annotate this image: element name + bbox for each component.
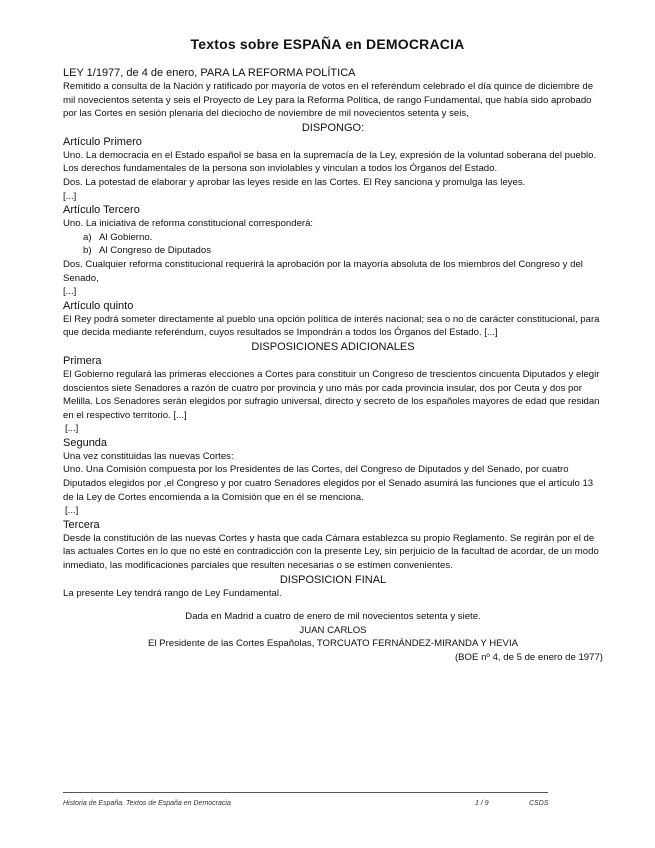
segunda-heading: Segunda — [63, 436, 108, 449]
list-text: Al Gobierno. — [99, 231, 153, 243]
page-title: Textos sobre ESPAÑA en DEMOCRACIA — [190, 36, 465, 52]
article-5-text: El Rey podrá someter directamente al pueblo una opción política de interés nacional; sea o no de carácter constitucional, para que decida mediante referéndum, cuyos resultados se Impondrán a todos los Órganos del Estado. [...] — [63, 313, 600, 339]
disposicion-final-text: La presente Ley tendrá rango de Ley Fundamental. — [63, 587, 282, 599]
footer-code: CSDS — [529, 800, 549, 807]
footer-title: Historia de España. Textos de España en Democracia — [63, 800, 231, 807]
signature-king: JUAN CARLOS — [299, 624, 367, 636]
footer-divider — [63, 792, 548, 793]
law-title: LEY 1/1977, de 4 de enero, PARA LA REFORMA POLÍTICA — [63, 67, 356, 79]
spacer — [63, 600, 603, 610]
document-body — [63, 66, 603, 665]
ellipsis: [...] — [63, 190, 77, 202]
primera-heading: Primera — [63, 354, 102, 367]
primera-text: El Gobierno regulará las primeras elecciones a Cortes para constituir un Congreso de trescientos cincuenta Diputados y elegir doscientos siete Senadores a razón de cuatro por provincia y uno más por cada provincia insular, dos por Ceuta y dos por Melilla. Los Senadores serán elegidos por sufragio universal, directo y secreto de los españoles mayores de edad que residan en el respectivo territorio. [...] — [63, 368, 600, 421]
list-item — [63, 231, 603, 245]
tercera-heading: Tercera — [63, 518, 100, 531]
article-1-uno: Uno. La democracia en el Estado español se basa en la supremacía de la Ley, expresión de la voluntad soberana del pueblo. — [63, 149, 597, 161]
article-3-uno: Uno. La iniciativa de reforma constitucional corresponderá: — [63, 218, 314, 230]
article-1-dos: Dos. La potestad de elaborar y aprobar las leyes reside en las Cortes. El Rey sanciona y promulga las leyes. — [63, 176, 526, 188]
list-item — [63, 244, 603, 258]
boe-reference: (BOE nº 4, de 5 de enero de 1977) — [454, 652, 603, 663]
preamble: Remitido a consulta de la Nación y ratificado por mayoría de votos en el referéndum celebrado el día quince de diciembre de mil novecientos setenta y seis el Proyecto de Ley para la Reforma Política, de rango Fundamental, que había sido aprobado por las Cortes en sesión plenaria del dieciocho de noviembre de mil novecientos setenta y seis, — [63, 81, 594, 120]
segunda-intro: Una vez constituidas las nuevas Cortes: — [63, 450, 234, 462]
article-1-derechos: Los derechos fundamentales de la persona son inviolables y vinculan a todos los Órganos del Estado. — [63, 163, 498, 175]
ellipsis: [...] — [65, 505, 79, 517]
ellipsis: [...] — [63, 286, 77, 298]
disposiciones-adicionales-heading: DISPOSICIONES ADICIONALES — [251, 340, 415, 353]
article-5-heading: Artículo quinto — [63, 299, 134, 312]
article-3-dos: Dos. Cualquier reforma constitucional requerirá la aprobación por la mayoría absoluta de los miembros del Congreso y del Senado, — [63, 258, 583, 284]
article-1-heading: Artículo Primero — [63, 135, 142, 148]
list-text: Al Congreso de Diputados — [99, 245, 211, 257]
page-number: 1 / 9 — [475, 800, 489, 807]
dispongo-heading: DISPONGO: — [301, 121, 365, 134]
tercera-text: Desde la constitución de las nuevas Cortes y hasta que cada Cámara establezca su propio Reglamento. Se regirán por el de las actuales Cortes en lo que no esté en contradicción con la presente Ley, sin perjuicio de la facultad de acordar, de un modo inmediato, las modificaciones parciales que resulten necesarias o se estimen convenientes. — [63, 532, 599, 572]
segunda-text: Uno. Una Comisión compuesta por los Presidentes de las Cortes, del Congreso de Diputados y del Senado, por cuatro Diputados elegidos por ,el Congreso y por cuatro Senadores elegidos por el Senado asumirá las funciones que el artículo 13 de la Ley de Cortes encomienda a la Comisión que en él se menciona. — [63, 464, 594, 503]
list-marker: b) — [83, 245, 92, 257]
signature-president: El Presidente de las Cortes Españolas, TORCUATO FERNÁNDEZ-MIRANDA Y HEVIA — [147, 638, 519, 650]
article-3-list — [63, 231, 603, 258]
ellipsis: [...] — [65, 423, 79, 435]
disposicion-final-heading: DISPOSICION FINAL — [279, 573, 387, 586]
list-marker: a) — [83, 231, 92, 243]
signature-date: Dada en Madrid a cuatro de enero de mil novecientos setenta y siete. — [185, 611, 481, 623]
article-3-heading: Artículo Tercero — [63, 204, 140, 217]
